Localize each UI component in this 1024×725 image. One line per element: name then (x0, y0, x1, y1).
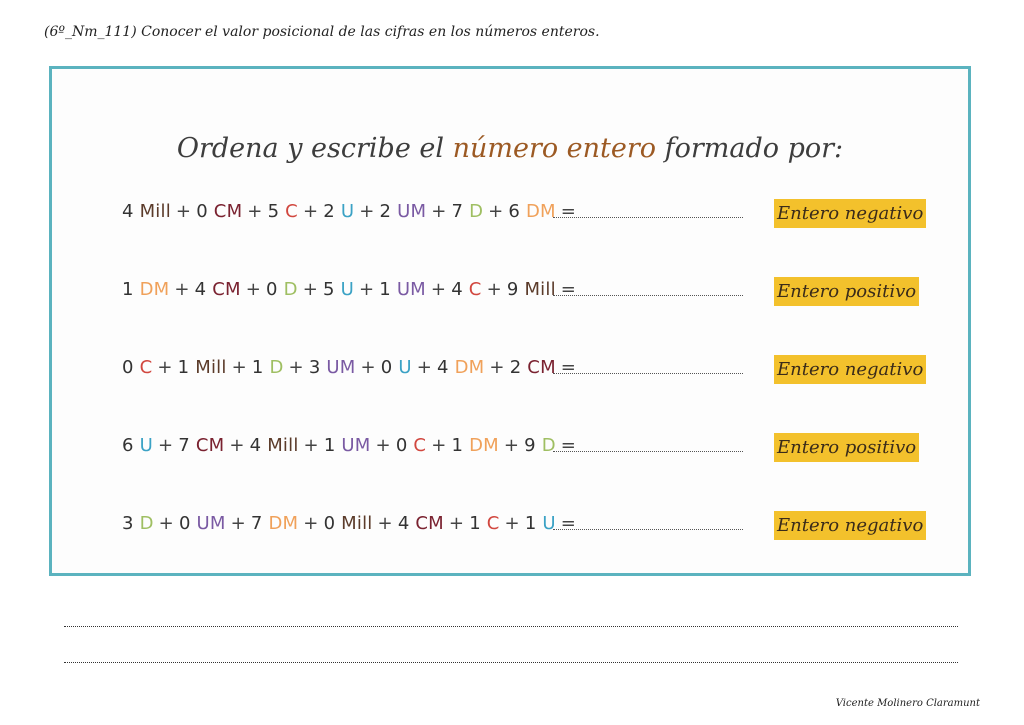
term-unit: CM (195, 435, 225, 456)
plus-sign: + (430, 279, 447, 300)
plus-sign: + (303, 513, 319, 534)
term-digit: 4 (249, 435, 268, 456)
answer-blank[interactable] (553, 373, 743, 374)
plus-sign: + (504, 513, 520, 534)
integer-type-badge: Entero positivo (774, 277, 919, 306)
plus-sign: + (360, 357, 376, 378)
term-digit: 1 (177, 357, 196, 378)
term-digit: 4 (122, 201, 140, 222)
term-digit: 1 (469, 513, 487, 534)
plus-sign: + (416, 357, 433, 378)
term-digit: 5 (322, 279, 341, 300)
term-digit: 0 (380, 357, 399, 378)
plus-sign: + (303, 435, 319, 456)
term-digit: 9 (524, 435, 542, 456)
term-unit: UM (326, 357, 356, 378)
term-digit: 6 (122, 435, 140, 456)
equals-sign: = (560, 513, 577, 534)
title-highlight: número entero (452, 133, 657, 164)
exercise-row (122, 433, 922, 463)
integer-type-badge: Entero negativo (774, 199, 926, 228)
plus-sign: + (157, 435, 174, 456)
term-unit: D (269, 357, 284, 378)
term-unit: Mill (195, 357, 227, 378)
term-unit: CM (213, 201, 243, 222)
term-digit: 0 (395, 435, 414, 456)
equals-sign: = (560, 279, 577, 300)
plus-sign: + (174, 279, 190, 300)
plus-sign: + (175, 201, 192, 222)
worksheet-header: (6º_Nm_111) Conocer el valor posicional de las cifras en los números enteros. (44, 24, 600, 40)
term-unit: C (139, 357, 153, 378)
row-expression (122, 201, 581, 222)
answer-blank[interactable] (553, 295, 743, 296)
term-unit: D (283, 279, 298, 300)
term-digit: 0 (266, 279, 284, 300)
term-digit: 1 (251, 357, 270, 378)
term-digit: 5 (267, 201, 286, 222)
plus-sign: + (302, 279, 318, 300)
plus-sign: + (231, 357, 247, 378)
term-digit: 1 (379, 279, 397, 300)
term-digit: 3 (122, 513, 140, 534)
term-unit: U (398, 357, 412, 378)
term-digit: 4 (437, 357, 455, 378)
plus-sign: + (503, 435, 520, 456)
term-unit: C (486, 513, 500, 534)
term-unit: CM (212, 279, 241, 300)
term-digit: 2 (509, 357, 528, 378)
author-credit: Vicente Molinero Claramunt (835, 698, 980, 709)
term-unit: DM (454, 357, 485, 378)
plus-sign: + (229, 435, 245, 456)
term-digit: 7 (250, 513, 269, 534)
answer-blank[interactable] (553, 529, 743, 530)
term-digit: 0 (122, 357, 140, 378)
term-unit: C (468, 279, 482, 300)
plus-sign: + (288, 357, 304, 378)
term-unit: CM (415, 513, 444, 534)
row-expression (122, 357, 581, 378)
term-digit: 1 (122, 279, 140, 300)
term-digit: 0 (178, 513, 197, 534)
plus-sign: + (358, 279, 375, 300)
answer-blank[interactable] (553, 217, 743, 218)
term-digit: 7 (451, 201, 470, 222)
row-expression (122, 435, 581, 456)
term-unit: C (285, 201, 298, 222)
plus-sign: + (302, 201, 319, 222)
title-after: formado por: (656, 133, 844, 164)
title-before: Ordena y escribe el (176, 133, 453, 164)
plus-sign: + (375, 435, 391, 456)
term-unit: U (542, 513, 556, 534)
exercise-card (49, 66, 971, 576)
integer-type-badge: Entero positivo (774, 433, 919, 462)
plus-sign: + (431, 435, 447, 456)
plus-sign: + (486, 279, 502, 300)
term-unit: D (139, 513, 154, 534)
term-unit: U (139, 435, 153, 456)
term-unit: U (340, 201, 355, 222)
plus-sign: + (431, 201, 447, 222)
equals-sign: = (560, 357, 577, 378)
exercise-row (122, 277, 922, 307)
term-unit: DM (268, 513, 299, 534)
term-unit: Mill (139, 201, 171, 222)
term-unit: D (541, 435, 556, 456)
term-digit: 7 (178, 435, 196, 456)
term-digit: 3 (308, 357, 327, 378)
term-digit: 2 (323, 201, 341, 222)
row-expression (122, 513, 581, 534)
term-digit: 0 (196, 201, 214, 222)
integer-type-badge: Entero negativo (774, 355, 926, 384)
term-digit: 4 (397, 513, 416, 534)
term-unit: C (413, 435, 427, 456)
exercise-title (52, 133, 968, 164)
term-unit: UM (396, 279, 426, 300)
plus-sign: + (377, 513, 393, 534)
plus-sign: + (157, 357, 173, 378)
term-digit: 1 (524, 513, 543, 534)
term-unit: U (340, 279, 354, 300)
row-expression (122, 279, 581, 300)
exercise-row (122, 199, 922, 229)
exercise-row (122, 355, 922, 385)
term-digit: 4 (194, 279, 213, 300)
answer-line[interactable] (64, 626, 958, 627)
plus-sign: + (245, 279, 262, 300)
plus-sign: + (489, 357, 505, 378)
answer-blank[interactable] (553, 451, 743, 452)
term-unit: DM (139, 279, 170, 300)
term-unit: CM (527, 357, 556, 378)
term-digit: 9 (506, 279, 525, 300)
plus-sign: + (230, 513, 246, 534)
term-unit: D (469, 201, 484, 222)
plus-sign: + (448, 513, 465, 534)
term-digit: 1 (323, 435, 342, 456)
term-unit: UM (397, 201, 427, 222)
plus-sign: + (359, 201, 375, 222)
answer-line[interactable] (64, 662, 958, 663)
term-unit: DM (526, 201, 556, 222)
term-unit: Mill (524, 279, 556, 300)
term-digit: 4 (451, 279, 469, 300)
term-digit: 6 (508, 201, 526, 222)
term-unit: UM (341, 435, 371, 456)
plus-sign: + (488, 201, 504, 222)
term-digit: 1 (451, 435, 470, 456)
equals-sign: = (560, 435, 577, 456)
exercise-row (122, 511, 922, 541)
term-digit: 2 (379, 201, 398, 222)
plus-sign: + (158, 513, 174, 534)
term-unit: Mill (341, 513, 373, 534)
term-unit: DM (469, 435, 499, 456)
integer-type-badge: Entero negativo (774, 511, 926, 540)
term-unit: UM (196, 513, 226, 534)
equals-sign: = (560, 201, 577, 222)
term-unit: Mill (267, 435, 299, 456)
plus-sign: + (247, 201, 263, 222)
term-digit: 0 (323, 513, 342, 534)
